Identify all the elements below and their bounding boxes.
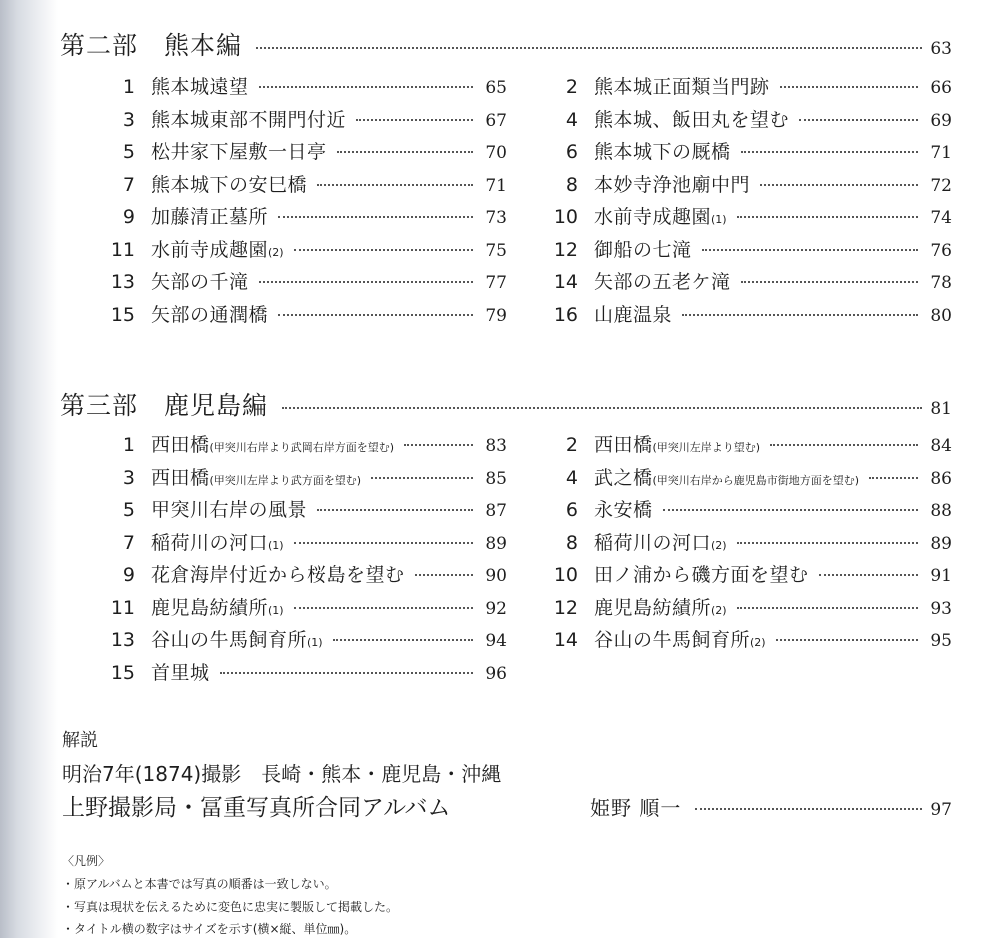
part2-title: [60, 26, 242, 62]
entry-number: 5: [122, 141, 135, 163]
entry-page: 70: [485, 143, 507, 163]
entry-number: 12: [553, 596, 578, 619]
leader-dots: [337, 151, 473, 153]
leader-dots: [776, 639, 918, 641]
entry-title: 熊本城、飯田丸を望む: [594, 108, 790, 131]
entry-page: 89: [930, 533, 952, 554]
entry-page: 85: [485, 468, 507, 489]
entry-title: 谷山の牛馬飼育所: [594, 629, 751, 651]
entry-number: 9: [122, 206, 135, 228]
toc-entry: [105, 430, 507, 460]
entry-title: 鹿児島紡績所: [594, 596, 712, 619]
entry-note: (甲突川左岸より武方面を望む): [209, 473, 362, 487]
entry-page: 67: [485, 110, 507, 131]
leader-dots: [741, 281, 918, 283]
entry-title: 首里城: [151, 661, 210, 684]
entry-note: (1): [307, 636, 323, 649]
leader-dots: [282, 407, 922, 409]
toc-entry: [105, 560, 507, 590]
entry-page: 88: [930, 501, 952, 521]
entry-page: 76: [930, 240, 952, 261]
toc-entry: [548, 137, 952, 167]
entry-title: 鹿児島紡績所: [151, 596, 269, 619]
toc-entry: [105, 202, 507, 232]
leader-dots: [819, 574, 918, 576]
entry-title: 甲突川右岸の風景: [151, 499, 308, 521]
entry-title: 稲荷川の河口: [594, 531, 712, 554]
entry-page: 71: [485, 175, 507, 196]
leader-dots: [259, 86, 473, 88]
toc-entry: [105, 528, 507, 558]
part2-page: 63: [930, 39, 952, 59]
part3-heading-row: [60, 386, 952, 422]
legend-item: ・写真は現状を伝えるために変色に忠実に製版して掲載した。: [62, 900, 399, 914]
toc-entry: [105, 105, 507, 135]
leader-dots: [770, 444, 918, 446]
entry-number: 7: [122, 531, 135, 554]
entry-note: (2): [268, 245, 284, 259]
entry-number: 13: [110, 271, 135, 293]
entry-title: 武之橋: [594, 466, 653, 489]
leader-dots: [695, 808, 922, 810]
entry-title: 水前寺成趣園: [594, 206, 712, 228]
entry-note: (甲突川左岸より望む): [652, 441, 761, 454]
toc-entry: [105, 625, 507, 655]
part2-heading-row: [60, 26, 952, 62]
leader-dots: [259, 281, 473, 283]
commentary-title: 上野撮影局・冨重写真所合同アルバム: [62, 795, 451, 821]
toc-entry: [548, 235, 952, 265]
legend-heading: 〈凡例〉: [62, 854, 111, 868]
entry-page: 75: [485, 240, 507, 261]
commentary-author-row: [590, 792, 952, 821]
entry-number: 4: [565, 108, 578, 131]
entry-note: (甲突川右岸から鹿児島市街地方面を望む): [652, 473, 860, 487]
entry-number: 15: [110, 303, 135, 326]
entry-page: 79: [485, 305, 507, 326]
entry-title: 田ノ浦から磯方面を望む: [594, 564, 809, 586]
entry-page: 74: [930, 208, 952, 228]
entry-number: 1: [122, 76, 135, 98]
entry-title: 熊本城下の厩橋: [594, 141, 731, 163]
leader-dots: [256, 47, 922, 49]
toc-entry: [548, 105, 952, 135]
entry-title: 稲荷川の河口: [151, 531, 269, 554]
leader-dots: [737, 216, 918, 218]
entry-number: 14: [553, 271, 578, 293]
entry-number: 10: [553, 564, 578, 586]
entry-number: 2: [565, 76, 578, 98]
part3-title: [60, 386, 268, 422]
leader-dots: [682, 314, 918, 316]
entry-number: 6: [565, 141, 578, 163]
entry-note: (2): [711, 538, 727, 552]
toc-entry: [548, 170, 952, 200]
entry-title: 西田橋: [151, 434, 210, 456]
entry-number: 3: [122, 108, 135, 131]
entry-page: 73: [485, 208, 507, 228]
entry-page: 84: [930, 436, 952, 456]
leader-dots: [702, 249, 918, 251]
entry-number: 15: [110, 661, 135, 684]
leader-dots: [869, 477, 918, 479]
entry-number: 13: [110, 629, 135, 651]
toc-entry: [548, 593, 952, 623]
entry-number: 4: [565, 466, 578, 489]
toc-entry: [548, 72, 952, 102]
leader-dots: [317, 509, 473, 511]
leader-dots: [294, 249, 473, 251]
toc-entry: [105, 72, 507, 102]
entry-title: 水前寺成趣園: [151, 238, 269, 261]
entry-title: 谷山の牛馬飼育所: [151, 629, 308, 651]
entry-page: 86: [930, 468, 952, 489]
entry-page: 71: [930, 143, 952, 163]
leader-dots: [415, 574, 473, 576]
entry-page: 90: [485, 566, 507, 586]
commentary-heading: 解説: [62, 730, 98, 751]
toc-entry: [105, 235, 507, 265]
entry-number: 11: [110, 238, 135, 261]
entry-page: 78: [930, 273, 952, 293]
part3-page: 81: [930, 399, 952, 419]
entry-page: 95: [930, 631, 952, 651]
leader-dots: [356, 119, 473, 121]
entry-page: 80: [930, 305, 952, 326]
entry-number: 3: [122, 466, 135, 489]
toc-entry: [548, 528, 952, 558]
entry-number: 6: [565, 499, 578, 521]
entry-title: 矢部の五老ケ滝: [594, 271, 731, 293]
leader-dots: [294, 542, 473, 544]
legend-item: ・タイトル横の数字はサイズを示す(横×縦、単位㎜)。: [62, 922, 357, 936]
leader-dots: [737, 607, 918, 609]
toc-entry: [105, 593, 507, 623]
toc-entry: [548, 267, 952, 297]
leader-dots: [371, 477, 473, 479]
part3-name: 鹿児島編: [164, 391, 269, 420]
entry-number: 9: [122, 564, 135, 586]
entry-page: 87: [485, 501, 507, 521]
commentary-page: 97: [930, 800, 952, 820]
entry-page: 92: [485, 598, 507, 619]
entry-number: 8: [565, 531, 578, 554]
commentary-subtitle: 明治7年(1874)撮影 長崎・熊本・鹿児島・沖縄: [62, 762, 502, 786]
leader-dots: [741, 151, 918, 153]
toc-entry: [105, 267, 507, 297]
entry-page: 96: [485, 663, 507, 684]
entry-title: 本妙寺浄池廟中門: [594, 173, 751, 196]
leader-dots: [780, 86, 918, 88]
leader-dots: [278, 314, 473, 316]
toc-entry: [548, 300, 952, 330]
leader-dots: [278, 216, 473, 218]
toc-entry: [548, 625, 952, 655]
toc-entry: [548, 430, 952, 460]
leader-dots: [760, 184, 918, 186]
entry-number: 16: [553, 303, 578, 326]
part2-label: 第二部: [60, 31, 139, 60]
entry-note: (2): [711, 603, 727, 617]
entry-page: 91: [930, 566, 952, 586]
toc-entry: [105, 300, 507, 330]
entry-number: 8: [565, 173, 578, 196]
entry-page: 89: [485, 533, 507, 554]
leader-dots: [799, 119, 918, 121]
entry-note: (1): [711, 213, 727, 226]
entry-number: 11: [110, 596, 135, 619]
entry-title: 加藤清正墓所: [151, 206, 269, 228]
legend-item: ・原アルバムと本書では写真の順番は一致しない。: [62, 877, 337, 891]
entry-number: 5: [122, 499, 135, 521]
entry-page: 69: [930, 110, 952, 131]
entry-note: (甲突川右岸より武岡右岸方面を望む): [209, 441, 395, 454]
entry-page: 65: [485, 78, 507, 98]
leader-dots: [317, 184, 473, 186]
toc-entry: [105, 658, 507, 688]
entry-title: 山鹿温泉: [594, 303, 673, 326]
entry-page: 72: [930, 175, 952, 196]
leader-dots: [294, 607, 473, 609]
entry-page: 83: [485, 436, 507, 456]
entry-page: 93: [930, 598, 952, 619]
entry-title: 熊本城東部不開門付近: [151, 108, 347, 131]
entry-number: 1: [122, 434, 135, 456]
entry-page: 94: [485, 631, 507, 651]
entry-title: 永安橋: [594, 499, 653, 521]
leader-dots: [220, 672, 473, 674]
entry-title: 熊本城下の安巳橋: [151, 173, 308, 196]
entry-title: 西田橋: [594, 434, 653, 456]
entry-title: 熊本城正面類当門跡: [594, 76, 770, 98]
entry-title: 西田橋: [151, 466, 210, 489]
toc-entry: [548, 463, 952, 493]
entry-number: 12: [553, 238, 578, 261]
leader-dots: [663, 509, 918, 511]
leader-dots: [737, 542, 918, 544]
toc-entry: [105, 495, 507, 525]
toc-entry: [105, 463, 507, 493]
leader-dots: [333, 639, 473, 641]
part2-name: 熊本編: [164, 31, 243, 60]
entry-note: (1): [268, 538, 284, 552]
part3-label: 第三部: [60, 391, 139, 420]
entry-title: 松井家下屋敷一日亭: [151, 141, 327, 163]
entry-title: 御船の七滝: [594, 238, 692, 261]
entry-number: 2: [565, 434, 578, 456]
entry-number: 7: [122, 173, 135, 196]
toc-entry: [548, 202, 952, 232]
entry-title: 矢部の千滝: [151, 271, 249, 293]
toc-entry: [105, 170, 507, 200]
toc-entry: [548, 560, 952, 590]
toc-entry: [548, 495, 952, 525]
commentary-author: 姫野 順一: [590, 796, 682, 820]
entry-page: 77: [485, 273, 507, 293]
entry-note: (2): [750, 636, 766, 649]
entry-title: 矢部の通潤橋: [151, 303, 269, 326]
entry-title: 熊本城遠望: [151, 76, 249, 98]
entry-page: 66: [930, 78, 952, 98]
binding-gutter-shadow: [0, 0, 58, 938]
entry-title: 花倉海岸付近から桜島を望む: [151, 564, 405, 586]
toc-entry: [105, 137, 507, 167]
entry-number: 14: [553, 629, 578, 651]
entry-number: 10: [553, 206, 578, 228]
leader-dots: [404, 444, 473, 446]
entry-note: (1): [268, 603, 284, 617]
